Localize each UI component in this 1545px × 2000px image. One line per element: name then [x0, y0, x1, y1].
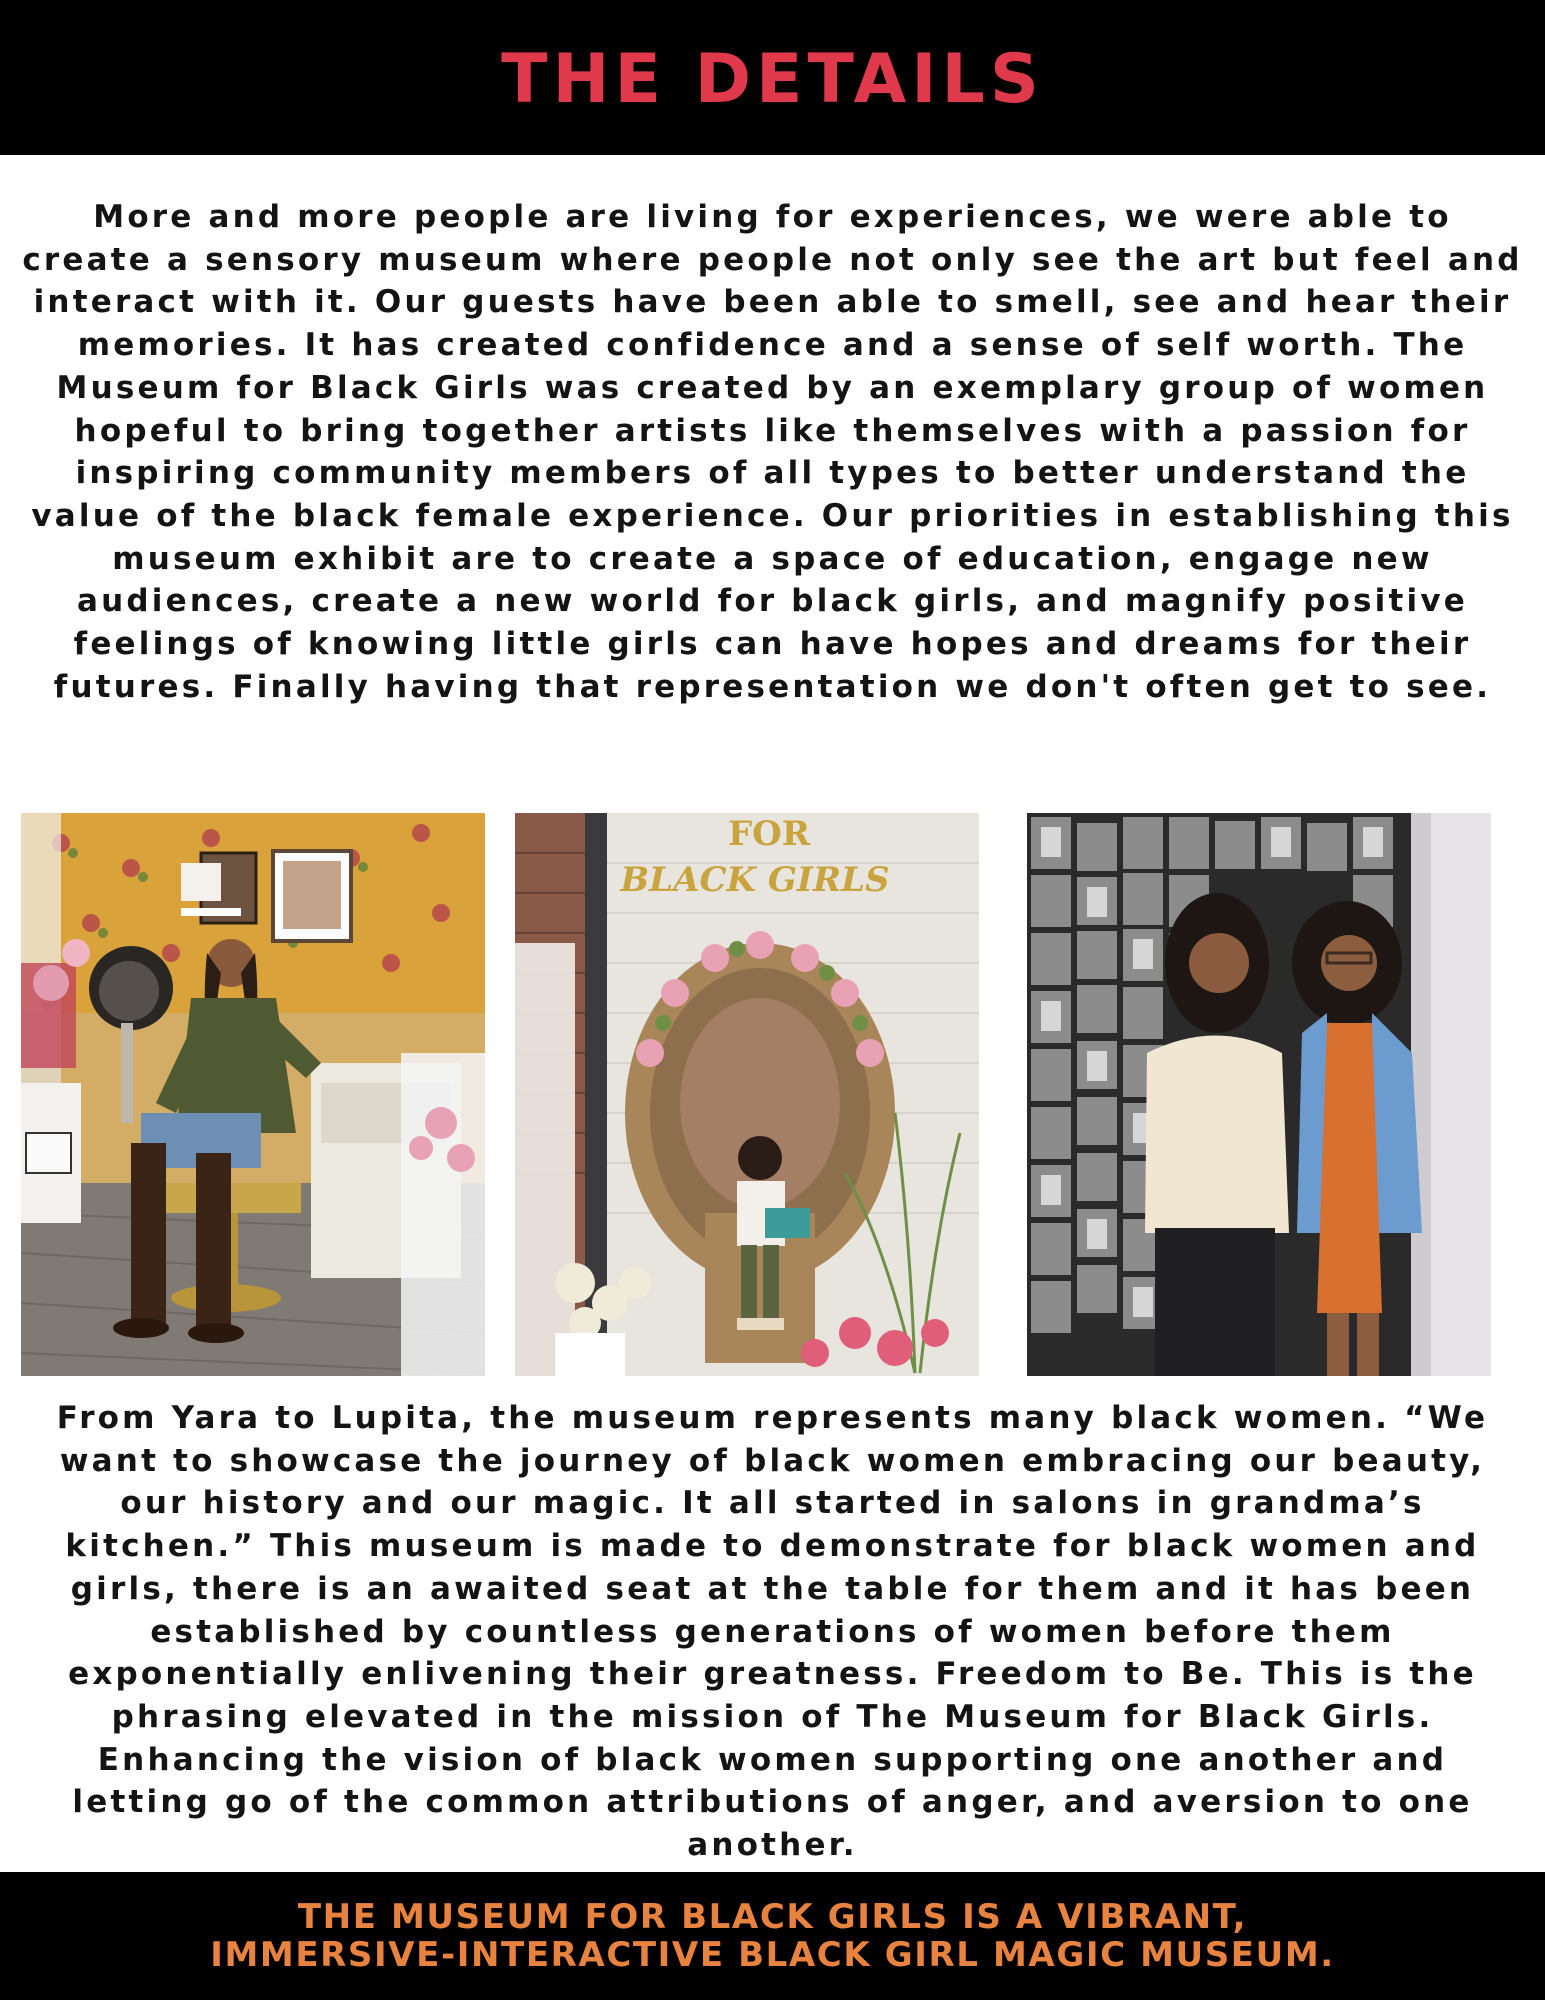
sign-text-black-girls: BLACK GIRLS	[620, 860, 890, 900]
footer-bar	[0, 1872, 1545, 2000]
header-bar	[0, 0, 1545, 155]
footer-line-2: IMMERSIVE-INTERACTIVE BLACK GIRL MAGIC MUSEUM.	[210, 1935, 1335, 1975]
intro-paragraph: More and more people are living for experiences, we were able to create a sensory museum where people not only see the art but feel and interact with it. Our guests have been able to smell, see and hear their memories. It has created confidence and a sense of self worth. The Museum for Black Girls was created by an exemplary group of women hopeful to bring together artists like themselves with a passion for inspiring community members of all types to better understand the value of the black female experience. Our priorities in establishing this museum exhibit are to create a space of education, engage new audiences, create a new world for black girls, and magnify positive feelings of knowing little girls can have hopes and dreams for their futures. Finally having that representation we don't often get to see.	[22, 199, 1523, 705]
body-paragraph: From Yara to Lupita, the museum represents many black women. “We want to showcase the journey of black women embracing our beauty, our history and our magic. It all started in salons in grandma’s kitchen.” This museum is made to demonstrate for black women and girls, there is an awaited seat at the table for them and it has been established by countless generations of women before them exponentially enlivening their greatness. Freedom to Be. This is the phrasing elevated in the mission of The Museum for Black Girls. Enhancing the vision of black women supporting one another and letting go of the common attributions of anger, and aversion to one another.	[56, 1400, 1489, 1864]
photo-wall-photo	[1027, 813, 1491, 1376]
page-title: THE DETAILS	[501, 40, 1044, 119]
footer-line-1: THE MUSEUM FOR BLACK GIRLS IS A VIBRANT,	[297, 1897, 1248, 1937]
throne-photo	[515, 813, 979, 1376]
salon-photo	[21, 813, 485, 1376]
sign-text-for: FOR	[727, 814, 811, 854]
